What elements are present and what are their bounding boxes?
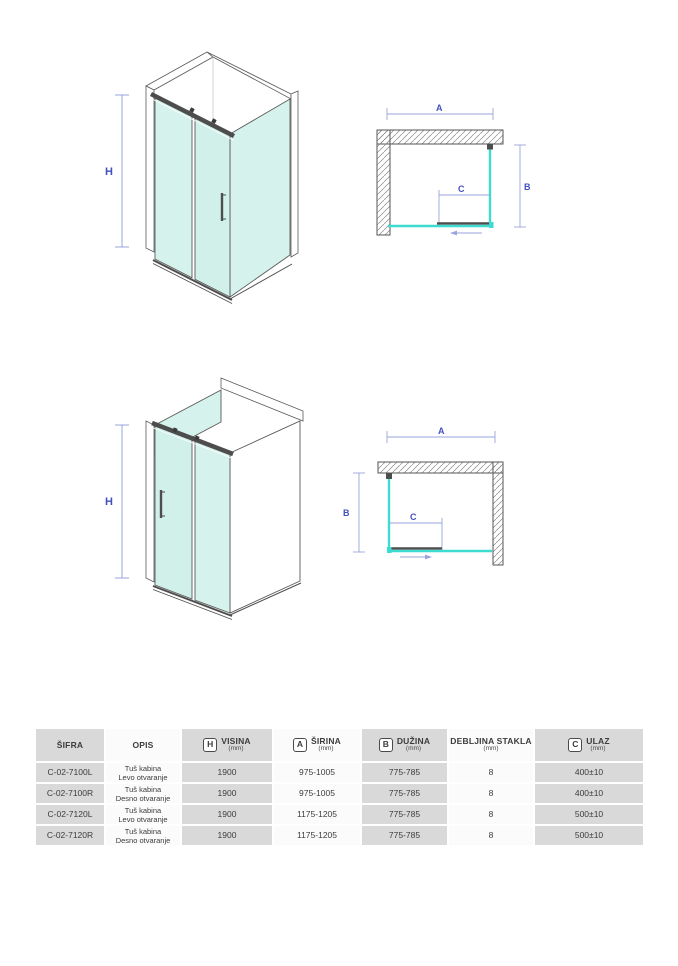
wall-hatch-right bbox=[493, 462, 503, 565]
table-cell-visina: 1900 bbox=[182, 763, 272, 782]
col-unit: (mm) bbox=[405, 745, 422, 753]
table-cell-ulaz: 400±10 bbox=[535, 763, 643, 782]
col-label: ŠIRINA bbox=[310, 736, 341, 747]
wall-rim-top bbox=[221, 378, 303, 421]
wall-connector-top bbox=[487, 144, 493, 150]
table-cell-sifra: C-02-7100L bbox=[36, 763, 104, 782]
table-cell-visina: 1900 bbox=[182, 805, 272, 824]
dim-letter-box-a: A bbox=[293, 738, 307, 752]
entry-dimension bbox=[439, 190, 490, 226]
col-header-opis bbox=[106, 729, 180, 761]
glass-fixed-panel bbox=[195, 440, 230, 613]
wall-profile-left bbox=[146, 421, 154, 582]
table-cell-opis bbox=[106, 763, 180, 782]
table-cell-sirina: 975-1005 bbox=[274, 763, 360, 782]
spec-table bbox=[36, 729, 643, 845]
entry-dimension-label: C bbox=[410, 512, 417, 522]
table-cell-sirina: 1175-1205 bbox=[274, 805, 360, 824]
glass-door-panel bbox=[195, 116, 230, 297]
table-cell-opis bbox=[106, 826, 180, 845]
table-cell-opis bbox=[106, 805, 180, 824]
width-dimension-label: A bbox=[436, 103, 443, 113]
col-label: DUŽINA bbox=[396, 736, 431, 747]
table-cell-duzina: 775-785 bbox=[362, 784, 447, 803]
col-label: ULAZ bbox=[586, 736, 610, 747]
table-cell-ulaz: 500±10 bbox=[535, 805, 643, 824]
col-header-sifra bbox=[36, 729, 104, 761]
col-label: VISINA bbox=[221, 736, 251, 747]
opis-line2: Levo otvaranje bbox=[118, 814, 168, 824]
wall-face-right bbox=[230, 421, 300, 613]
depth-dimension-label: B bbox=[524, 182, 531, 192]
height-dimension bbox=[115, 95, 129, 247]
opis-line2: Desno otvaranje bbox=[115, 793, 171, 803]
isometric-drawing-right-opening bbox=[95, 50, 335, 315]
table-cell-visina: 1900 bbox=[182, 826, 272, 845]
col-header-visina bbox=[182, 729, 272, 761]
table-cell-sifra: C-02-7100R bbox=[36, 784, 104, 803]
table-cell-opis bbox=[106, 784, 180, 803]
col-label: DEBLJINA STAKLA bbox=[450, 736, 532, 747]
isometric-drawing-left-opening bbox=[95, 368, 340, 638]
table-cell-sifra: C-02-7120L bbox=[36, 805, 104, 824]
opis-line1: Tuš kabina bbox=[124, 826, 162, 836]
col-unit: (mm) bbox=[590, 745, 606, 753]
glass-corner-blob bbox=[387, 547, 392, 553]
depth-dimension bbox=[353, 473, 365, 552]
opis-line2: Levo otvaranje bbox=[118, 772, 168, 782]
wall-hatch-top bbox=[377, 130, 503, 144]
table-cell-ulaz: 500±10 bbox=[535, 826, 643, 845]
col-unit: (mm) bbox=[483, 745, 499, 753]
dim-letter-box-c: C bbox=[568, 738, 582, 752]
slide-direction-arrow bbox=[450, 231, 482, 236]
table-cell-duzina: 775-785 bbox=[362, 805, 447, 824]
col-header-sirina bbox=[274, 729, 360, 761]
col-header-duzina bbox=[362, 729, 447, 761]
col-unit: (mm) bbox=[228, 745, 244, 753]
dim-letter-box-h: H bbox=[203, 738, 217, 752]
col-label: OPIS bbox=[132, 739, 154, 750]
glass-corner-blob bbox=[489, 222, 494, 228]
table-cell-sirina: 975-1005 bbox=[274, 784, 360, 803]
table-cell-debljina: 8 bbox=[449, 763, 533, 782]
table-cell-duzina: 775-785 bbox=[362, 826, 447, 845]
plan-drawing-right-opening bbox=[360, 80, 545, 250]
col-header-debljina bbox=[449, 729, 533, 761]
wall-hatch-left bbox=[377, 130, 390, 235]
table-cell-ulaz: 400±10 bbox=[535, 784, 643, 803]
height-dimension-label: H bbox=[105, 166, 113, 178]
glass-side-panel bbox=[230, 99, 290, 297]
plan-drawing-left-opening bbox=[340, 405, 540, 590]
col-header-ulaz bbox=[535, 729, 643, 761]
width-dimension-label: A bbox=[438, 426, 445, 436]
col-unit: (mm) bbox=[318, 745, 334, 753]
wall-hatch-top bbox=[378, 462, 503, 473]
height-dimension-label: H bbox=[105, 496, 113, 508]
entry-dimension bbox=[390, 518, 442, 550]
table-cell-visina: 1900 bbox=[182, 784, 272, 803]
slide-direction-arrow bbox=[400, 555, 432, 560]
height-dimension bbox=[115, 425, 129, 578]
table-cell-duzina: 775-785 bbox=[362, 763, 447, 782]
entry-dimension-label: C bbox=[458, 184, 465, 194]
col-label: ŠIFRA bbox=[56, 739, 84, 750]
table-cell-sirina: 1175-1205 bbox=[274, 826, 360, 845]
table-cell-debljina: 8 bbox=[449, 826, 533, 845]
glass-fixed-panel bbox=[155, 96, 192, 278]
opis-line1: Tuš kabina bbox=[124, 805, 162, 815]
opis-line2: Desno otvaranje bbox=[115, 835, 171, 845]
table-cell-sifra: C-02-7120R bbox=[36, 826, 104, 845]
table-cell-debljina: 8 bbox=[449, 784, 533, 803]
dim-letter-box-b: B bbox=[379, 738, 393, 752]
opis-line1: Tuš kabina bbox=[124, 784, 162, 794]
wall-connector-top bbox=[386, 473, 392, 479]
depth-dimension-label: B bbox=[343, 508, 350, 518]
opis-line1: Tuš kabina bbox=[124, 763, 162, 773]
table-cell-debljina: 8 bbox=[449, 805, 533, 824]
